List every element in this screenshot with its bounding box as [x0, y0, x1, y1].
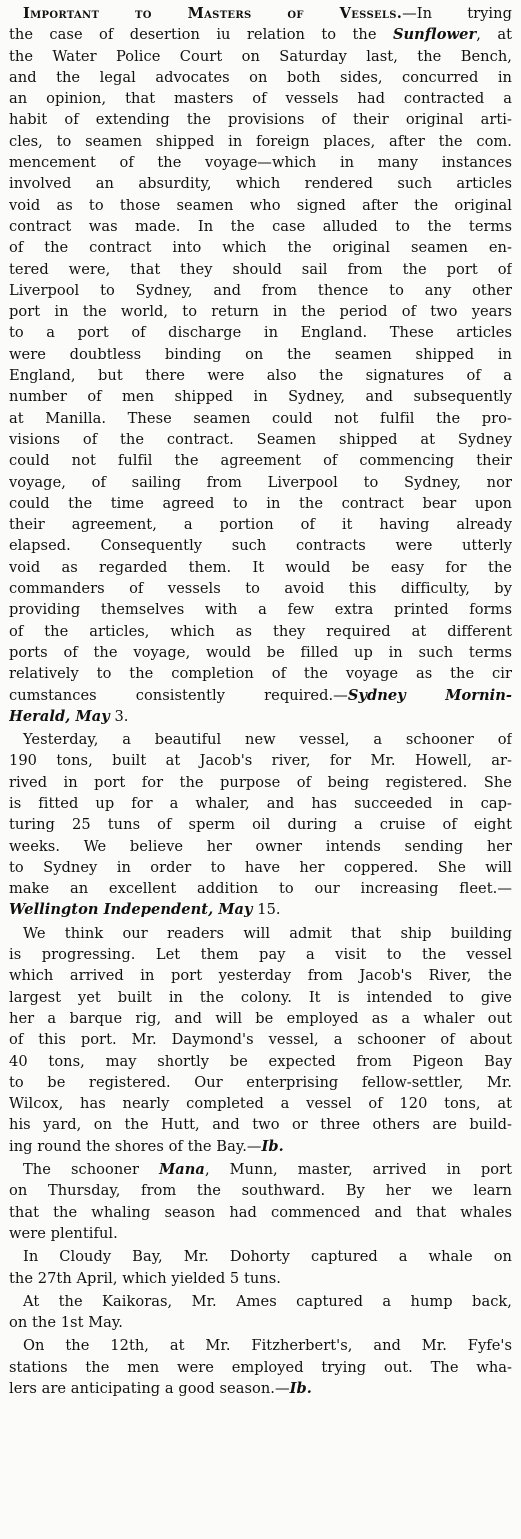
- line-text: port in the world, to return in the period of two years: [9, 303, 512, 321]
- line-text: to a port of discharge in England. These articles: [9, 324, 512, 342]
- line-text: stations the men were employed trying out. The wha-: [9, 1358, 512, 1376]
- text-line: [9, 899, 512, 920]
- text-line: [9, 280, 512, 301]
- text-line: [9, 131, 512, 152]
- line-text: on the 1st May.: [9, 1314, 123, 1332]
- line-text: turing 25 tuns of sperm oil during a cruise of eight: [9, 816, 512, 834]
- line-text: weeks. We believe her owner intends sending her: [9, 837, 512, 855]
- line-text: England, but there were also the signatures of a: [9, 367, 512, 385]
- line-text: at Manilla. These seamen could not fulfil the pro-: [9, 409, 512, 427]
- text-line: [9, 685, 512, 706]
- text-line: [9, 1008, 512, 1029]
- italic-text: Sunflower: [392, 26, 477, 44]
- line-text: habit of extending the provisions of their original arti-: [9, 111, 512, 129]
- line-text: Liverpool to Sydney, and from thence to any other: [9, 281, 512, 299]
- line-text: cumstances consistently required.—: [9, 686, 348, 704]
- line-text: cles, to seamen shipped in foreign places, after the com.: [9, 132, 512, 150]
- text-line: [9, 472, 512, 493]
- text-line: [9, 1114, 512, 1135]
- line-text: ing round the shores of the Bay.—: [9, 1137, 262, 1155]
- text-line: [9, 599, 512, 620]
- line-text: voyage, of sailing from Liverpool to Sydney, nor: [9, 473, 512, 491]
- text-line: [9, 46, 512, 67]
- text-line: [9, 814, 512, 835]
- line-text: Wilcox, has nearly completed a vessel of 120 tons, at: [9, 1095, 512, 1113]
- line-text: that the whaling season had commenced and that whales: [9, 1203, 512, 1221]
- text-line: [9, 386, 512, 407]
- text-line: [9, 857, 512, 878]
- line-text: to be registered. Our enterprising fellow-settler, Mr.: [9, 1073, 512, 1091]
- news-article: [9, 3, 512, 727]
- line-text: tered were, that they should sail from the port of: [9, 260, 512, 278]
- text-line: [9, 1312, 512, 1333]
- text-line: [9, 663, 512, 684]
- line-text: is progressing. Let them pay a visit to the vessel: [9, 946, 512, 964]
- line-text: is fitted up for a whaler, and has succeeded in cap-: [9, 794, 512, 812]
- news-article: [9, 1335, 512, 1399]
- text-line: [9, 1378, 512, 1399]
- line-text: and the legal advocates on both sides, concurred in: [9, 68, 512, 86]
- line-text: mencement of the voyage—which in many instances: [9, 154, 512, 172]
- text-line: [9, 1223, 512, 1244]
- line-text: void as to those seamen who signed after the original: [9, 196, 512, 214]
- line-text: 15.: [252, 901, 281, 919]
- text-line: [9, 1335, 512, 1356]
- text-line: [9, 772, 512, 793]
- news-article: [9, 1246, 512, 1289]
- line-text: visions of the contract. Seamen shipped at Sydney: [9, 430, 512, 448]
- text-line: [9, 1093, 512, 1114]
- line-text: At the Kaikoras, Mr. Ames captured a hump back,: [23, 1292, 512, 1310]
- italic-text: Mana: [159, 1161, 205, 1179]
- text-line: [9, 557, 512, 578]
- text-line: [9, 195, 512, 216]
- line-text: number of men shipped in Sydney, and subsequently: [9, 388, 512, 406]
- text-line: [9, 1357, 512, 1378]
- line-text: In Cloudy Bay, Mr. Dohorty captured a whale on: [23, 1248, 512, 1266]
- italic-text: Herald, May: [9, 707, 110, 725]
- text-line: [9, 1159, 512, 1180]
- line-text: contract was made. In the case alluded to the terms: [9, 217, 512, 235]
- text-line: [9, 923, 512, 944]
- line-text: to Sydney in order to have her coppered. She will: [9, 858, 512, 876]
- text-line: [9, 3, 512, 24]
- text-line: [9, 965, 512, 986]
- line-text: of this port. Mr. Daymond's vessel, a schooner of about: [9, 1031, 512, 1049]
- line-text: 40 tons, may shortly be expected from Pigeon Bay: [9, 1052, 512, 1070]
- text-line: [9, 67, 512, 88]
- news-article: [9, 729, 512, 921]
- line-text: on Thursday, from the southward. By her we learn: [9, 1182, 512, 1200]
- text-line: [9, 729, 512, 750]
- text-line: [9, 750, 512, 771]
- text-line: [9, 365, 512, 386]
- text-line: [9, 259, 512, 280]
- line-text: could the time agreed to in the contract bear upon: [9, 494, 512, 512]
- line-text: , at: [476, 26, 512, 44]
- italic-text: Sydney Mornin-: [347, 686, 512, 704]
- news-article: [9, 923, 512, 1157]
- text-line: [9, 1072, 512, 1093]
- news-article: [9, 1159, 512, 1244]
- line-text: relatively to the completion of the voyage as the cir: [9, 665, 512, 683]
- text-line: [9, 450, 512, 471]
- line-text: make an excellent addition to our increasing fleet.—: [9, 880, 512, 898]
- text-line: [9, 152, 512, 173]
- line-text: On the 12th, at Mr. Fitzherbert's, and Mr. Fyfe's: [23, 1337, 512, 1355]
- text-line: [9, 878, 512, 899]
- italic-text: Wellington Independent, May: [9, 901, 253, 919]
- line-text: providing themselves with a few extra printed forms: [9, 601, 512, 619]
- text-line: [9, 1246, 512, 1267]
- line-text: of the articles, which as they required at different: [9, 622, 512, 640]
- text-line: [9, 1029, 512, 1050]
- line-text: 3.: [109, 707, 129, 725]
- text-line: [9, 237, 512, 258]
- text-line: [9, 1202, 512, 1223]
- text-line: [9, 1136, 512, 1157]
- text-line: [9, 535, 512, 556]
- line-text: the case of desertion iu relation to the: [9, 26, 393, 44]
- line-text: The schooner: [23, 1161, 160, 1179]
- line-text: his yard, on the Hutt, and two or three others are build-: [9, 1116, 512, 1134]
- line-text: involved an absurdity, which rendered such articles: [9, 175, 512, 193]
- line-text: were doubtless binding on the seamen shipped in: [9, 345, 512, 363]
- line-text: Yesterday, a beautiful new vessel, a schooner of: [23, 731, 512, 749]
- text-line: [9, 1051, 512, 1072]
- line-text: their agreement, a portion of it having already: [9, 516, 512, 534]
- line-text: were plentiful.: [9, 1224, 118, 1242]
- text-line: [9, 642, 512, 663]
- text-line: [9, 621, 512, 642]
- text-line: [9, 109, 512, 130]
- line-text: elapsed. Consequently such contracts were utterly: [9, 537, 512, 555]
- line-text: largest yet built in the colony. It is intended to give: [9, 988, 512, 1006]
- news-article: [9, 1291, 512, 1334]
- text-line: [9, 706, 512, 727]
- text-line: [9, 944, 512, 965]
- line-text: of the contract into which the original seamen en-: [9, 239, 512, 257]
- line-text: commanders of vessels to avoid this difficulty, by: [9, 580, 512, 598]
- text-line: [9, 408, 512, 429]
- line-text: could not fulfil the agreement of commencing their: [9, 452, 512, 470]
- text-line: [9, 322, 512, 343]
- text-line: [9, 1291, 512, 1312]
- line-text: which arrived in port yesterday from Jacob's River, the: [9, 967, 512, 985]
- text-line: [9, 987, 512, 1008]
- line-text: rived in port for the purpose of being registered. She: [9, 773, 512, 791]
- line-text: We think our readers will admit that ship building: [23, 924, 512, 942]
- line-text: —In trying: [402, 5, 512, 22]
- text-line: [9, 493, 512, 514]
- text-line: [9, 301, 512, 322]
- text-line: [9, 429, 512, 450]
- text-line: [9, 793, 512, 814]
- text-line: [9, 1268, 512, 1289]
- line-text: 190 tons, built at Jacob's river, for Mr. Howell, ar-: [9, 752, 512, 770]
- article-heading: Important to Masters of Vessels.: [23, 5, 403, 22]
- text-line: [9, 836, 512, 857]
- line-text: the 27th April, which yielded 5 tuns.: [9, 1269, 281, 1287]
- line-text: , Munn, master, arrived in port: [204, 1161, 512, 1179]
- line-text: lers are anticipating a good season.—: [9, 1380, 290, 1397]
- text-line: [9, 514, 512, 535]
- text-line: [9, 88, 512, 109]
- italic-text: Ib.: [261, 1137, 284, 1155]
- line-text: the Water Police Court on Saturday last, the Bench,: [9, 47, 512, 65]
- text-line: [9, 173, 512, 194]
- line-text: her a barque rig, and will be employed as a whaler out: [9, 1009, 512, 1027]
- text-line: [9, 24, 512, 45]
- line-text: an opinion, that masters of vessels had contracted a: [9, 90, 512, 108]
- text-line: [9, 216, 512, 237]
- text-line: [9, 1180, 512, 1201]
- text-line: [9, 344, 512, 365]
- text-line: [9, 578, 512, 599]
- line-text: void as regarded them. It would be easy for the: [9, 558, 512, 576]
- italic-text: Ib.: [289, 1380, 312, 1397]
- line-text: ports of the voyage, would be filled up in such terms: [9, 643, 512, 661]
